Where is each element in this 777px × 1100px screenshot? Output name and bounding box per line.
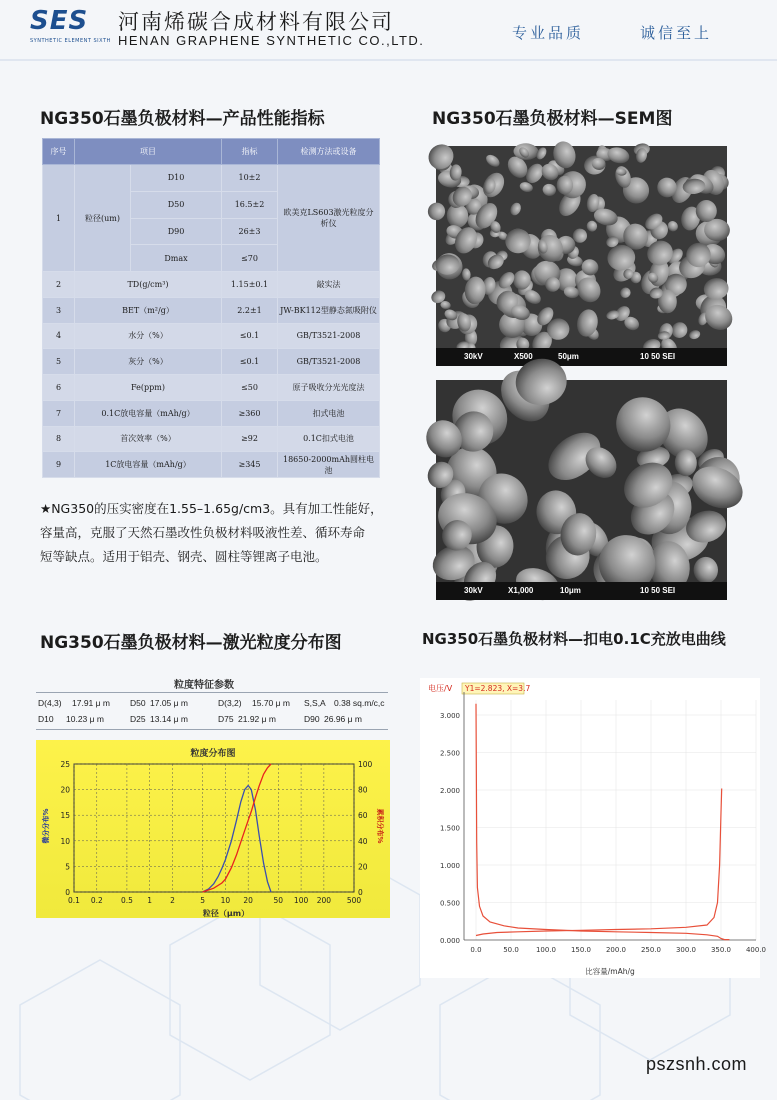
x-tick-label: 50.0 xyxy=(503,946,519,954)
cell-method: GB/T3521-2008 xyxy=(278,349,380,375)
x-tick-label: 100 xyxy=(293,896,309,905)
cell-item: 粒径(um) xyxy=(75,165,131,272)
y-right-tick-label: 100 xyxy=(358,760,373,769)
spec-table-header xyxy=(43,139,380,165)
x-tick-label: 300.0 xyxy=(675,946,697,954)
discharge-curve xyxy=(476,704,729,940)
param-label: D(4,3) xyxy=(38,698,62,708)
sem-section-title: NG350石墨负极材料—SEM图 xyxy=(432,109,673,129)
cell-value: ≥92 xyxy=(222,426,278,452)
company-logo xyxy=(30,6,120,50)
cell-item: 1C放电容量（mAh/g） xyxy=(75,452,222,478)
x-axis-label: 比容量/mAh/g xyxy=(585,967,635,976)
table-row xyxy=(43,426,380,452)
cell-subitem: Dmax xyxy=(131,245,222,272)
slogan-integrity: 诚信至上 xyxy=(640,24,713,42)
y-right-tick-label: 20 xyxy=(358,862,368,872)
param-label: D25 xyxy=(130,714,146,724)
cell-value: 2.2±1 xyxy=(222,297,278,323)
table-row xyxy=(43,165,380,192)
param-value: 0.38 sq.m/c,c xyxy=(334,698,385,708)
cell-value: 10±2 xyxy=(222,165,278,192)
product-description xyxy=(40,497,390,569)
x-tick-label: 0.2 xyxy=(90,896,103,905)
param-value: 15.70 μ m xyxy=(252,698,290,708)
plot-frame xyxy=(74,764,354,892)
sem-voltage: 30kV xyxy=(464,586,483,595)
sem-scale: 50μm xyxy=(558,352,579,361)
cell-value: ≤50 xyxy=(222,375,278,401)
cell-method: 欧美克LS603激光粒度分析仪 xyxy=(278,165,380,272)
description-line: ★NG350的压实密度在1.55–1.65g/cm3。具有加工性能好， xyxy=(40,501,383,516)
company-name-cn: 河南烯碳合成材料有限公司 xyxy=(118,10,394,34)
particle-distribution-chart xyxy=(36,740,390,918)
y-right-tick-label: 40 xyxy=(358,836,368,846)
table-row xyxy=(43,297,380,323)
cell-no: 7 xyxy=(43,400,75,426)
param-value: 17.91 μ m xyxy=(72,698,110,708)
y-right-tick-label: 60 xyxy=(358,811,368,821)
y-right-tick-label: 0 xyxy=(358,888,363,897)
cell-subitem: D10 xyxy=(131,165,222,192)
slogan-quality: 专业品质 xyxy=(512,24,585,42)
header-item: 项目 xyxy=(75,139,222,165)
spec-table xyxy=(42,138,380,478)
x-tick-label: 200 xyxy=(316,896,332,905)
table-row xyxy=(43,452,380,478)
param-value: 21.92 μ m xyxy=(238,714,276,724)
x-tick-label: 0.5 xyxy=(120,896,133,905)
y-tick-label: 2.000 xyxy=(439,787,460,795)
sem-image-x500 xyxy=(436,146,727,366)
sem-voltage: 30kV xyxy=(464,352,483,361)
sem-info-bar xyxy=(436,582,727,600)
cell-no: 3 xyxy=(43,297,75,323)
cell-item: 灰分（%） xyxy=(75,349,222,375)
y-left-tick-label: 15 xyxy=(60,811,70,821)
cursor-readout: Y1=2.823, X=3.7 xyxy=(465,684,531,693)
charge-curve xyxy=(476,789,722,936)
x-tick-label: 1 xyxy=(147,896,153,905)
x-tick-label: 2 xyxy=(170,896,175,905)
cell-method: JW-BK112型静态氮吸附仪 xyxy=(278,297,380,323)
sem-magnification: X1,000 xyxy=(508,586,534,595)
y-axis-right-label: 累积分布% xyxy=(376,808,384,844)
cell-value: ≥345 xyxy=(222,452,278,478)
company-name-en: HENAN GRAPHENE SYNTHETIC CO.,LTD. xyxy=(118,33,425,48)
cell-value: ≤0.1 xyxy=(222,349,278,375)
header-method: 检测方法或设备 xyxy=(278,139,380,165)
logo-mark: SES xyxy=(30,6,89,36)
x-tick-label: 350.0 xyxy=(710,946,732,954)
x-tick-label: 0.0 xyxy=(470,946,482,954)
cell-method: 0.1C扣式电池 xyxy=(278,426,380,452)
x-tick-label: 50 xyxy=(273,896,284,905)
cell-no: 4 xyxy=(43,323,75,349)
chart-title: 粒度分布图 xyxy=(190,749,236,759)
sem-particles-small xyxy=(436,146,727,366)
cell-value: 1.15±0.1 xyxy=(222,272,278,298)
param-label: D75 xyxy=(218,714,234,724)
sem-scale: 10μm xyxy=(560,586,581,595)
param-label: D50 xyxy=(130,698,146,708)
x-tick-label: 0.1 xyxy=(68,896,80,905)
cell-item: TD(g/cm³) xyxy=(75,272,222,298)
cell-method: 18650-2000mAh圆柱电池 xyxy=(278,452,380,478)
x-tick-label: 20 xyxy=(243,896,253,905)
cell-subitem: D90 xyxy=(131,218,222,245)
distribution-plot xyxy=(36,740,390,918)
y-tick-label: 1.500 xyxy=(439,824,460,833)
cell-item: Fe(ppm) xyxy=(75,375,222,401)
cell-no: 1 xyxy=(43,165,75,272)
header-value: 指标 xyxy=(222,139,278,165)
param-label: D(3,2) xyxy=(218,698,242,708)
charge-discharge-chart xyxy=(420,678,767,978)
charge-section-title: NG350石墨负极材料—扣电0.1C充放电曲线 xyxy=(422,630,726,648)
particle-params-title: 粒度特征参数 xyxy=(174,680,234,691)
param-label: D90 xyxy=(304,714,320,724)
y-left-tick-label: 20 xyxy=(60,785,70,795)
sem-info-bar xyxy=(436,348,727,366)
y-left-tick-label: 5 xyxy=(65,862,70,872)
x-tick-label: 400.0 xyxy=(745,946,767,954)
cell-value: 26±3 xyxy=(222,218,278,245)
cell-value: 16.5±2 xyxy=(222,191,278,218)
table-row xyxy=(43,349,380,375)
x-axis-label: 粒径（μm） xyxy=(202,909,250,918)
website-url: pszsnh.com xyxy=(646,1054,748,1074)
description-line: 容量高，克服了天然石墨改性负极材料吸液性差、循环寿命 xyxy=(40,525,366,540)
page-header xyxy=(0,0,777,60)
table-row xyxy=(43,272,380,298)
logo-subtitle: SYNTHETIC ELEMENT SIXTH xyxy=(30,38,111,44)
cell-value: ≥360 xyxy=(222,400,278,426)
params-divider xyxy=(36,729,388,730)
sem-particles-large xyxy=(436,380,727,600)
table-row xyxy=(43,323,380,349)
cell-subitem: D50 xyxy=(131,191,222,218)
cell-no: 9 xyxy=(43,452,75,478)
cell-item: 水分（%） xyxy=(75,323,222,349)
description-line: 短等缺点。适用于铝壳、钢壳、圆柱等锂离子电池。 xyxy=(40,549,328,564)
x-tick-label: 10 xyxy=(220,896,231,905)
param-value: 13.14 μ m xyxy=(150,714,188,724)
cell-method: GB/T3521-2008 xyxy=(278,323,380,349)
cell-method: 敲实法 xyxy=(278,272,380,298)
header-no: 序号 xyxy=(43,139,75,165)
x-tick-label: 500 xyxy=(346,896,362,905)
x-tick-label: 100.0 xyxy=(535,946,557,954)
cell-no: 8 xyxy=(43,426,75,452)
cell-value: ≤70 xyxy=(222,245,278,272)
cell-method: 原子吸收分光光度法 xyxy=(278,375,380,401)
y-left-tick-label: 25 xyxy=(60,760,70,769)
y-right-tick-label: 80 xyxy=(358,785,368,795)
cell-item: 0.1C放电容量（mAh/g） xyxy=(75,400,222,426)
sem-image-x1000 xyxy=(436,380,727,600)
table-row xyxy=(43,400,380,426)
cell-method: 扣式电池 xyxy=(278,400,380,426)
param-label: D10 xyxy=(38,714,54,724)
x-tick-label: 150.0 xyxy=(570,946,592,954)
y-tick-label: 2.500 xyxy=(439,749,460,758)
params-divider xyxy=(36,692,388,693)
spec-section-title: NG350石墨负极材料—产品性能指标 xyxy=(40,109,325,129)
y-axis-left-label: 微分分布% xyxy=(42,808,50,844)
cell-item: BET（m²/g） xyxy=(75,297,222,323)
y-tick-label: 0.500 xyxy=(439,899,460,908)
x-tick-label: 5 xyxy=(200,896,205,905)
cell-item: 首次效率（%） xyxy=(75,426,222,452)
y-tick-label: 1.000 xyxy=(439,862,460,870)
cell-no: 2 xyxy=(43,272,75,298)
param-label: S,S,A xyxy=(304,698,326,708)
param-value: 26.96 μ m xyxy=(324,714,362,724)
param-value: 10.23 μ m xyxy=(66,714,104,724)
y-left-tick-label: 10 xyxy=(60,836,70,846)
charge-discharge-plot xyxy=(420,678,767,978)
sem-code: 10 50 SEI xyxy=(640,586,676,595)
sem-magnification: X500 xyxy=(514,352,533,361)
laser-section-title: NG350石墨负极材料—激光粒度分布图 xyxy=(40,633,342,653)
sem-code: 10 50 SEI xyxy=(640,352,676,361)
cell-value: ≤0.1 xyxy=(222,323,278,349)
y-tick-label: 3.000 xyxy=(439,712,460,720)
y-tick-label: 0.000 xyxy=(439,937,460,945)
y-axis-label: 电压/V xyxy=(428,684,453,693)
cell-no: 6 xyxy=(43,375,75,401)
table-row xyxy=(43,375,380,401)
differential-distribution-line xyxy=(203,786,271,893)
x-tick-label: 200.0 xyxy=(605,946,627,954)
cell-no: 5 xyxy=(43,349,75,375)
param-value: 17.05 μ m xyxy=(150,698,188,708)
cumulative-distribution-line xyxy=(203,764,271,892)
x-tick-label: 250.0 xyxy=(640,946,662,954)
y-left-tick-label: 0 xyxy=(65,888,70,897)
